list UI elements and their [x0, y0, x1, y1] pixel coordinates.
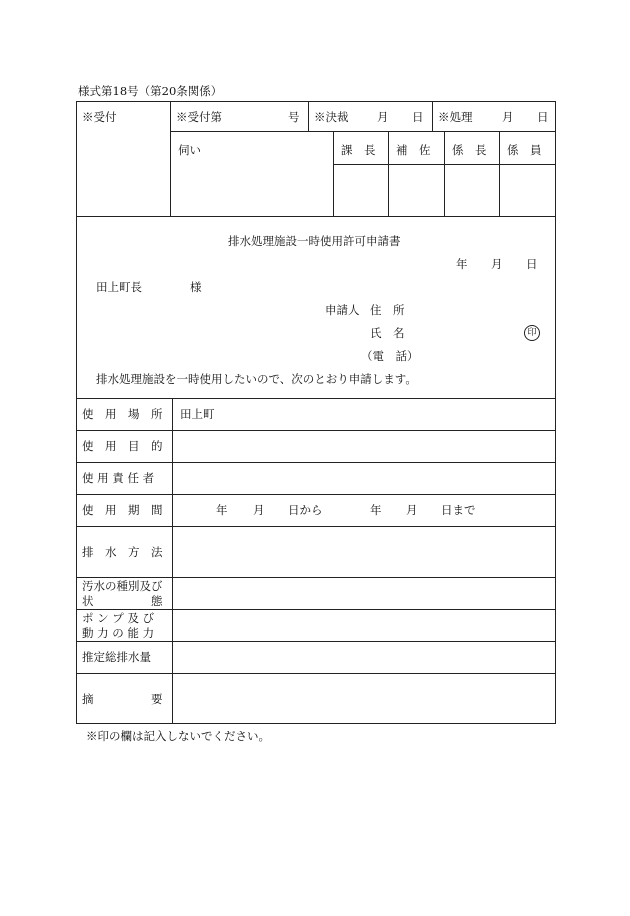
detail-row-divider: [76, 430, 555, 431]
kacho-label: 課 長: [341, 143, 376, 157]
date-year: 年: [456, 257, 468, 271]
office-col-divider: [170, 101, 171, 216]
form-number: 様式第18号（第20条関係）: [78, 84, 223, 98]
form-title: 排水処理施設一時使用許可申請書: [228, 234, 401, 248]
uketsuke-number-label: ※受付第: [176, 110, 222, 124]
date-month: 月: [491, 257, 503, 271]
remarks-label: 摘 要: [82, 692, 163, 706]
date-day: 日: [526, 257, 538, 271]
application-statement: 排水処理施設を一時使用したいので、次のとおり申請します。: [96, 372, 417, 386]
applicant-phone-label: （電 話）: [361, 349, 419, 363]
usage-location-value: 田上町: [180, 407, 215, 421]
usage-period-label: 使 用 期 間: [82, 503, 163, 517]
pump-label-line1: ポ ン プ 及 び: [82, 611, 155, 625]
approval-col-divider: [499, 131, 500, 216]
estimated-discharge-label: 推定総排水量: [82, 650, 151, 664]
shori-month: 月: [502, 110, 514, 124]
kakaricho-label: 係 長: [452, 143, 487, 157]
responsible-person-label: 使 用 責 任 者: [82, 471, 155, 485]
period-to-day: 日まで: [441, 503, 476, 517]
detail-row-divider: [76, 526, 555, 527]
frame-bottom-border: [76, 723, 555, 724]
period-from-day: 日から: [288, 503, 323, 517]
header-block-bottom: [76, 398, 555, 399]
approval-col-divider: [388, 131, 389, 216]
kessai-day: 日: [412, 110, 424, 124]
period-from-month: 月: [253, 503, 265, 517]
uketsuke-label: ※受付: [82, 110, 117, 124]
sewage-type-label-line2: 状 態: [82, 594, 163, 608]
addressee-honorific: 様: [190, 280, 202, 294]
approval-col-divider: [444, 131, 445, 216]
shori-label: ※処理: [438, 110, 473, 124]
pump-label-line2: 動 力 の 能 力: [82, 626, 155, 640]
detail-row-divider: [76, 673, 555, 674]
kakariin-label: 係 員: [507, 143, 542, 157]
office-col-divider: [432, 101, 433, 131]
period-to-year: 年: [370, 503, 382, 517]
detail-row-divider: [76, 609, 555, 610]
detail-row-divider: [76, 462, 555, 463]
applicant-label: 申請人: [325, 303, 360, 317]
office-row-divider: [170, 131, 555, 132]
kessai-month: 月: [377, 110, 389, 124]
seal-mark: 印: [524, 325, 540, 341]
detail-row-divider: [76, 494, 555, 495]
sewage-type-label-line1: 汚水の種別及び: [82, 579, 163, 593]
period-to-month: 月: [406, 503, 418, 517]
approval-col-divider: [333, 131, 334, 216]
applicant-address-label: 住 所: [370, 303, 405, 317]
footnote: ※印の欄は記入しないでください。: [86, 729, 270, 743]
kessai-label: ※決裁: [314, 110, 349, 124]
office-block-bottom: [76, 216, 555, 217]
detail-row-divider: [76, 577, 555, 578]
ukagai-label: 伺い: [178, 143, 201, 157]
office-col-divider: [308, 101, 309, 131]
frame-left-border: [76, 101, 77, 724]
addressee: 田上町長: [96, 280, 142, 294]
frame-top-border: [76, 101, 555, 102]
go-label: 号: [288, 110, 300, 124]
usage-location-label: 使 用 場 所: [82, 407, 163, 421]
detail-label-divider: [172, 398, 173, 723]
shori-day: 日: [537, 110, 549, 124]
period-from-year: 年: [216, 503, 228, 517]
drainage-method-label: 排 水 方 法: [82, 545, 163, 559]
applicant-name-label: 氏 名: [370, 326, 405, 340]
frame-right-border: [555, 101, 556, 724]
hosa-label: 補 佐: [396, 143, 431, 157]
detail-row-divider: [76, 641, 555, 642]
usage-purpose-label: 使 用 目 的: [82, 439, 163, 453]
